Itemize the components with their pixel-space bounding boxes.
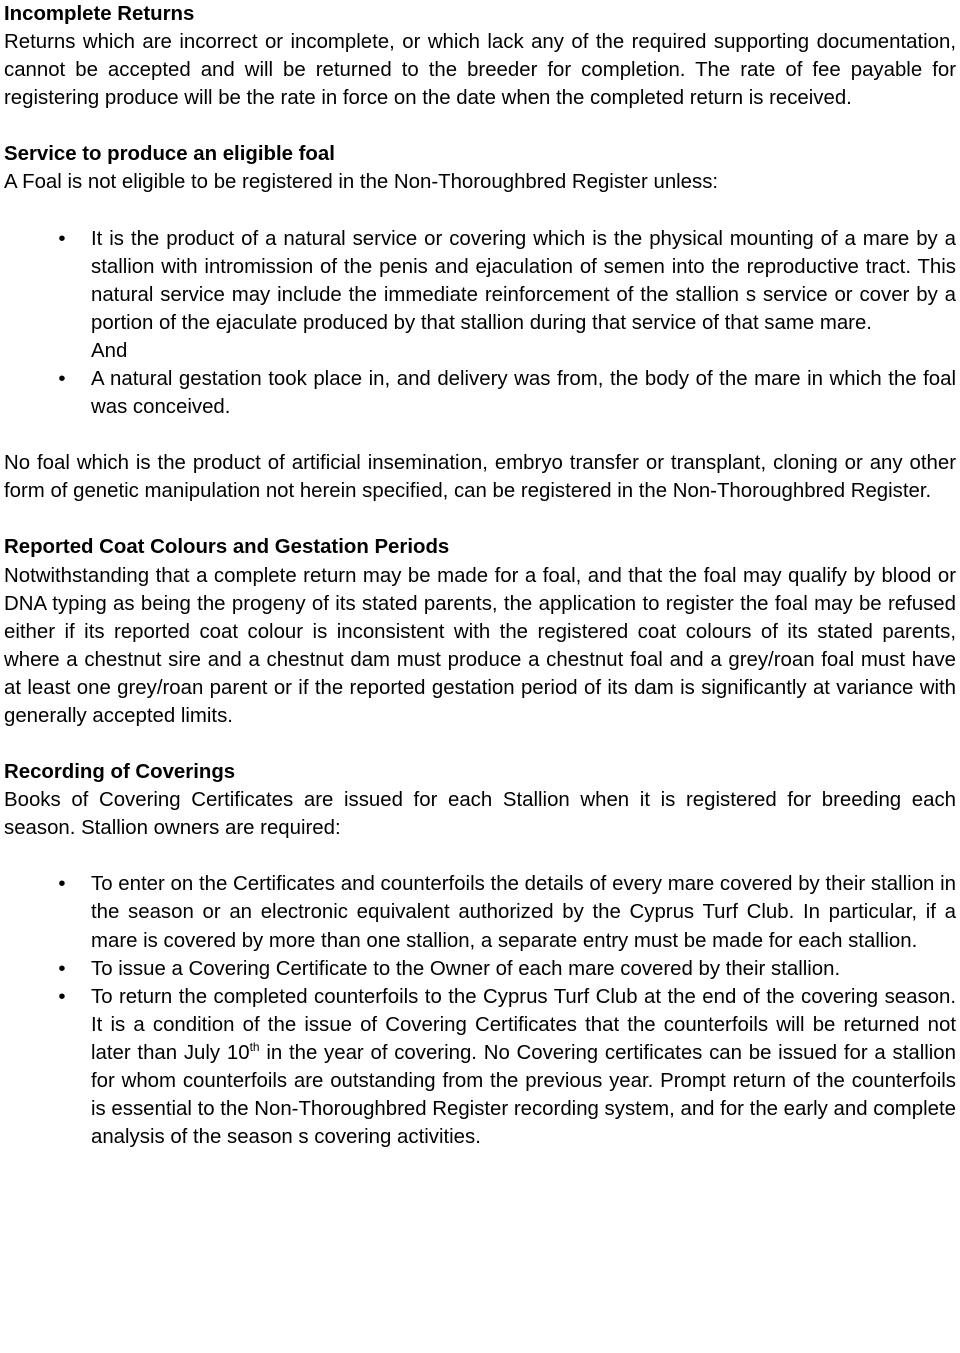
- connector-and: And: [91, 339, 128, 362]
- bullet-icon: •: [58, 227, 66, 250]
- list-item-text: To enter on the Certificates and counterfoils the details of every mare covered by their stallion in the season or an electronic equivalent authorized by the Cyprus Turf Club. In particular, if a mare is covered by more than one stallion, a separate entry must be made for each stallion.: [91, 873, 956, 952]
- section-eligible-foal: [4, 140, 956, 505]
- paragraph-recording-coverings-intro: Books of Covering Certificates are issued for each Stallion when it is registered for breeding each season. Stallion owners are required:: [4, 789, 956, 840]
- eligible-foal-list: [4, 225, 956, 337]
- list-item: [4, 983, 956, 1152]
- section-recording-coverings: [4, 758, 956, 1151]
- paragraph-coat-colours: Notwithstanding that a complete return may be made for a foal, and that the foal may qualify by blood or DNA typing as being the progeny of its stated parents, the application to register the foal may be refused either if its reported coat colour is inconsistent with the registered coat colours of its stated parents, where a chestnut sire and a chestnut dam must produce a chestnut foal and a grey/roan foal must have at least one grey/roan parent or if the reported gestation period of its dam is significantly at variance with generally accepted limits.: [4, 564, 956, 727]
- bullet-icon: •: [58, 368, 66, 391]
- list-item-text: It is the product of a natural service or covering which is the physical mounting of a mare by a stallion with intromission of the penis and ejaculation of semen into the reproductive tract. This natural service may include the immediate reinforcement of the stallion s service or cover by a portion of the ejaculate produced by that stallion during that service of that same mare.: [91, 227, 956, 334]
- heading-recording-coverings: Recording of Coverings: [4, 761, 236, 784]
- list-item-text-part2: in the year of covering. No Covering certificates can be issued for a stallion for whom counterfoils are outstanding from the previous year. Prompt return of the counterfoils is essential to the Non-Thoroughbred Register recording system, and for the early and complete analysis of the season s covering activities.: [91, 1041, 956, 1149]
- paragraph-eligible-foal-intro: A Foal is not eligible to be registered in the Non-Thoroughbred Register unless:: [4, 171, 719, 194]
- heading-incomplete-returns: Incomplete Returns: [4, 3, 195, 25]
- list-item: [4, 225, 956, 337]
- list-item-text-part1: To return the completed counterfoils to the Cyprus Turf Club at the end of the covering season. It is a condition of the issue of Covering Certificates that the counterfoils will be returned not later than July 10: [91, 985, 956, 1064]
- list-item: [4, 870, 956, 954]
- bullet-icon: •: [58, 985, 66, 1008]
- bullet-icon: •: [58, 957, 66, 980]
- ordinal-superscript: th: [249, 1039, 260, 1054]
- heading-eligible-foal: Service to produce an eligible foal: [4, 143, 335, 166]
- list-item-text: To issue a Covering Certificate to the Owner of each mare covered by their stallion.: [91, 957, 841, 980]
- paragraph-incomplete-returns: Returns which are incorrect or incomplete, or which lack any of the required supporting documentation, cannot be accepted and will be returned to the breeder for completion. The rate of fee payable for registering produce will be the rate in force on the date when the completed return is received.: [4, 31, 956, 110]
- heading-coat-colours: Reported Coat Colours and Gestation Periods: [4, 536, 450, 559]
- recording-coverings-list: [4, 870, 956, 1151]
- section-coat-colours: [4, 533, 956, 730]
- list-item: [4, 955, 956, 983]
- list-item: [4, 365, 956, 421]
- list-item-text: A natural gestation took place in, and delivery was from, the body of the mare in which the foal was conceived.: [91, 368, 956, 419]
- bullet-icon: •: [58, 873, 66, 896]
- paragraph-eligible-foal-closing: No foal which is the product of artificial insemination, embryo transfer or transplant, cloning or any other form of genetic manipulation not herein specified, can be registered in the Non-Thoroughbred Register.: [4, 452, 956, 503]
- eligible-foal-list-2: [4, 365, 956, 421]
- section-incomplete-returns: [4, 0, 956, 112]
